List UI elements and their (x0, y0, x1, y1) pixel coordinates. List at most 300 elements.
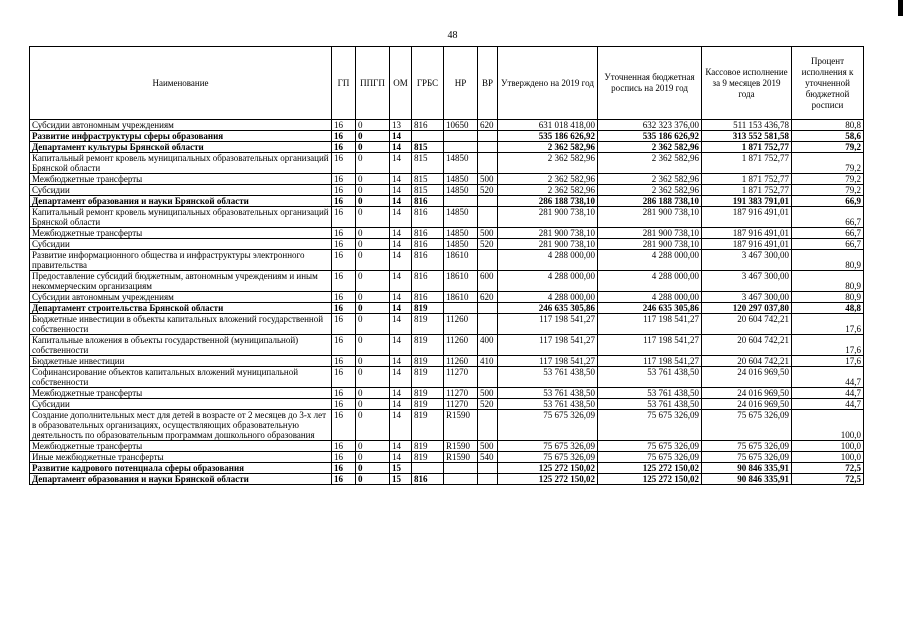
cell-cash: 3 467 300,00 (702, 271, 792, 292)
cell-om: 14 (390, 388, 412, 399)
cell-refined: 53 761 438,50 (598, 367, 702, 388)
cell-ppgp: 0 (356, 474, 390, 485)
cell-percent: 79,2 (792, 142, 864, 153)
cell-om: 15 (390, 463, 412, 474)
cell-gp: 16 (332, 463, 356, 474)
table-row (30, 463, 864, 474)
cell-om: 14 (390, 292, 412, 303)
cell-ppgp: 0 (356, 239, 390, 250)
cell-vr: 500 (478, 388, 498, 399)
cell-grbs: 816 (412, 250, 444, 271)
cell-np (444, 303, 478, 314)
cell-percent: 79,2 (792, 185, 864, 196)
cell-ppgp: 0 (356, 410, 390, 441)
cell-percent: 100,0 (792, 410, 864, 441)
cell-refined: 2 362 582,96 (598, 142, 702, 153)
cell-percent: 80,9 (792, 292, 864, 303)
cell-np: 11260 (444, 356, 478, 367)
cell-gp: 16 (332, 196, 356, 207)
cell-name: Межбюджетные трансферты (30, 228, 332, 239)
cell-np: R1590 (444, 452, 478, 463)
cell-vr: 500 (478, 174, 498, 185)
cell-np: 11260 (444, 335, 478, 356)
cell-cash: 1 871 752,77 (702, 142, 792, 153)
cell-gp: 16 (332, 250, 356, 271)
cell-percent: 17,6 (792, 356, 864, 367)
table-row (30, 131, 864, 142)
table-row (30, 474, 864, 485)
cell-np: 11260 (444, 314, 478, 335)
cell-np: 18610 (444, 271, 478, 292)
cell-percent: 44,7 (792, 399, 864, 410)
cell-percent: 79,2 (792, 174, 864, 185)
cell-np: 10650 (444, 120, 478, 131)
cell-cash: 90 846 335,91 (702, 463, 792, 474)
cell-grbs: 819 (412, 441, 444, 452)
cell-gp: 16 (332, 131, 356, 142)
cell-approved: 2 362 582,96 (498, 153, 598, 174)
header-cash: Кассовое исполнение за 9 месяцев 2019 года (702, 47, 792, 120)
table-row (30, 174, 864, 185)
cell-om: 14 (390, 185, 412, 196)
cell-name: Капитальный ремонт кровель муниципальных образовательных организаций Брянской области (30, 153, 332, 174)
cell-refined: 75 675 326,09 (598, 410, 702, 441)
cell-ppgp: 0 (356, 303, 390, 314)
cell-cash: 24 016 969,50 (702, 388, 792, 399)
cell-vr: 520 (478, 185, 498, 196)
table-row (30, 292, 864, 303)
cell-om: 14 (390, 303, 412, 314)
cell-name: Субсидии (30, 239, 332, 250)
cell-refined: 75 675 326,09 (598, 441, 702, 452)
cell-grbs: 815 (412, 174, 444, 185)
table-row (30, 399, 864, 410)
cell-grbs: 816 (412, 292, 444, 303)
cell-approved: 535 186 626,92 (498, 131, 598, 142)
cell-percent: 48,8 (792, 303, 864, 314)
cell-om: 14 (390, 174, 412, 185)
table-row (30, 410, 864, 441)
cell-name: Департамент культуры Брянской области (30, 142, 332, 153)
cell-om: 14 (390, 131, 412, 142)
cell-refined: 4 288 000,00 (598, 271, 702, 292)
table-row (30, 153, 864, 174)
cell-ppgp: 0 (356, 120, 390, 131)
cell-grbs: 819 (412, 303, 444, 314)
cell-np: 18610 (444, 292, 478, 303)
cell-refined: 281 900 738,10 (598, 207, 702, 228)
cell-name: Департамент образования и науки Брянской области (30, 196, 332, 207)
cell-vr (478, 131, 498, 142)
cell-np (444, 474, 478, 485)
cell-grbs: 819 (412, 452, 444, 463)
cell-name: Создание дополнительных мест для детей в возрасте от 2 месяцев до 3-х лет в образовательных организациях, осуществляющих образовательную деятельность по образовательным программам дошкольного образования (30, 410, 332, 441)
cell-name: Субсидии (30, 185, 332, 196)
cell-om: 14 (390, 250, 412, 271)
cell-grbs (412, 131, 444, 142)
header-np: НР (444, 47, 478, 120)
cell-approved: 53 761 438,50 (498, 399, 598, 410)
cell-refined: 2 362 582,96 (598, 185, 702, 196)
cell-name: Субсидии (30, 399, 332, 410)
cell-cash: 24 016 969,50 (702, 399, 792, 410)
cell-cash: 120 297 037,80 (702, 303, 792, 314)
cell-gp: 16 (332, 271, 356, 292)
cell-om: 14 (390, 153, 412, 174)
header-percent: Процент исполнения к уточненной бюджетной росписи (792, 47, 864, 120)
cell-approved: 4 288 000,00 (498, 250, 598, 271)
cell-gp: 16 (332, 410, 356, 441)
cell-grbs: 816 (412, 196, 444, 207)
cell-grbs: 815 (412, 142, 444, 153)
table-row (30, 239, 864, 250)
cell-approved: 281 900 738,10 (498, 239, 598, 250)
cell-refined: 281 900 738,10 (598, 228, 702, 239)
cell-gp: 16 (332, 174, 356, 185)
cell-ppgp: 0 (356, 185, 390, 196)
cell-approved: 2 362 582,96 (498, 174, 598, 185)
cell-percent: 17,6 (792, 314, 864, 335)
table-row (30, 250, 864, 271)
cell-om: 14 (390, 196, 412, 207)
cell-refined: 125 272 150,02 (598, 463, 702, 474)
cell-om: 15 (390, 474, 412, 485)
cell-approved: 125 272 150,02 (498, 474, 598, 485)
cell-refined: 117 198 541,27 (598, 314, 702, 335)
cell-cash: 75 675 326,09 (702, 441, 792, 452)
cell-cash: 3 467 300,00 (702, 250, 792, 271)
cell-ppgp: 0 (356, 228, 390, 239)
cell-om: 14 (390, 356, 412, 367)
cell-name: Развитие инфраструктуры сферы образования (30, 131, 332, 142)
cell-grbs: 816 (412, 120, 444, 131)
cell-ppgp: 0 (356, 314, 390, 335)
cell-percent: 79,2 (792, 153, 864, 174)
cell-om: 14 (390, 410, 412, 441)
cell-cash: 191 383 791,01 (702, 196, 792, 207)
cell-gp: 16 (332, 207, 356, 228)
cell-gp: 16 (332, 356, 356, 367)
cell-ppgp: 0 (356, 153, 390, 174)
cell-name: Бюджетные инвестиции в объекты капитальных вложений государственной собственности (30, 314, 332, 335)
cell-refined: 2 362 582,96 (598, 174, 702, 185)
cell-gp: 16 (332, 335, 356, 356)
cell-ppgp: 0 (356, 441, 390, 452)
cell-approved: 281 900 738,10 (498, 207, 598, 228)
cell-name: Субсидии автономным учреждениям (30, 120, 332, 131)
cell-grbs: 816 (412, 228, 444, 239)
cell-gp: 16 (332, 292, 356, 303)
cell-name: Капитальный ремонт кровель муниципальных образовательных организаций Брянской области (30, 207, 332, 228)
cell-ppgp: 0 (356, 399, 390, 410)
cell-percent: 80,8 (792, 120, 864, 131)
cell-cash: 1 871 752,77 (702, 185, 792, 196)
cell-name: Иные межбюджетные трансферты (30, 452, 332, 463)
cell-ppgp: 0 (356, 356, 390, 367)
cell-vr: 620 (478, 292, 498, 303)
scan-corner-mark (898, 0, 903, 16)
cell-grbs: 816 (412, 207, 444, 228)
cell-percent: 66,7 (792, 207, 864, 228)
cell-ppgp: 0 (356, 388, 390, 399)
cell-ppgp: 0 (356, 367, 390, 388)
cell-gp: 16 (332, 474, 356, 485)
cell-name: Развитие информационного общества и инфраструктуры электронного правительства (30, 250, 332, 271)
table-row (30, 120, 864, 131)
cell-om: 14 (390, 271, 412, 292)
table-row (30, 142, 864, 153)
cell-vr (478, 367, 498, 388)
cell-vr: 520 (478, 399, 498, 410)
cell-cash: 187 916 491,01 (702, 239, 792, 250)
cell-percent: 44,7 (792, 367, 864, 388)
cell-np: 14850 (444, 185, 478, 196)
cell-np: 18610 (444, 250, 478, 271)
table-row (30, 356, 864, 367)
cell-refined: 281 900 738,10 (598, 239, 702, 250)
cell-np (444, 463, 478, 474)
cell-om: 14 (390, 207, 412, 228)
cell-percent: 17,6 (792, 335, 864, 356)
cell-om: 14 (390, 399, 412, 410)
cell-vr: 620 (478, 120, 498, 131)
cell-gp: 16 (332, 142, 356, 153)
cell-refined: 4 288 000,00 (598, 250, 702, 271)
cell-vr: 540 (478, 452, 498, 463)
cell-approved: 631 018 418,00 (498, 120, 598, 131)
cell-np: 14850 (444, 153, 478, 174)
cell-approved: 246 635 305,86 (498, 303, 598, 314)
cell-refined: 246 635 305,86 (598, 303, 702, 314)
cell-ppgp: 0 (356, 271, 390, 292)
cell-name: Предоставление субсидий бюджетным, автономным учреждениям и иным некоммерческим организациям (30, 271, 332, 292)
header-grbs: ГРБС (412, 47, 444, 120)
cell-name: Департамент строительства Брянской области (30, 303, 332, 314)
cell-percent: 66,7 (792, 239, 864, 250)
cell-percent: 58,6 (792, 131, 864, 142)
cell-approved: 117 198 541,27 (498, 314, 598, 335)
table-row (30, 185, 864, 196)
cell-cash: 75 675 326,09 (702, 410, 792, 441)
cell-cash: 75 675 326,09 (702, 452, 792, 463)
cell-approved: 4 288 000,00 (498, 292, 598, 303)
cell-np: R1590 (444, 441, 478, 452)
cell-cash: 20 604 742,21 (702, 356, 792, 367)
cell-ppgp: 0 (356, 196, 390, 207)
cell-percent: 44,7 (792, 388, 864, 399)
cell-percent: 72,5 (792, 474, 864, 485)
cell-cash: 20 604 742,21 (702, 314, 792, 335)
table-row (30, 207, 864, 228)
table-row (30, 228, 864, 239)
cell-gp: 16 (332, 185, 356, 196)
cell-ppgp: 0 (356, 292, 390, 303)
cell-ppgp: 0 (356, 452, 390, 463)
header-name: Наименование (30, 47, 332, 120)
cell-grbs: 815 (412, 185, 444, 196)
table-row (30, 196, 864, 207)
cell-refined: 117 198 541,27 (598, 335, 702, 356)
cell-approved: 53 761 438,50 (498, 367, 598, 388)
cell-vr (478, 314, 498, 335)
cell-approved: 125 272 150,02 (498, 463, 598, 474)
cell-gp: 16 (332, 399, 356, 410)
cell-refined: 53 761 438,50 (598, 388, 702, 399)
cell-vr: 520 (478, 239, 498, 250)
cell-cash: 3 467 300,00 (702, 292, 792, 303)
cell-om: 13 (390, 120, 412, 131)
cell-vr (478, 303, 498, 314)
cell-refined: 53 761 438,50 (598, 399, 702, 410)
table-row (30, 452, 864, 463)
cell-gp: 16 (332, 228, 356, 239)
cell-refined: 117 198 541,27 (598, 356, 702, 367)
cell-grbs: 819 (412, 399, 444, 410)
cell-vr (478, 250, 498, 271)
cell-gp: 16 (332, 367, 356, 388)
cell-name: Межбюджетные трансферты (30, 388, 332, 399)
cell-cash: 20 604 742,21 (702, 335, 792, 356)
cell-percent: 66,9 (792, 196, 864, 207)
header-refined: Уточненная бюджетная роспись на 2019 год (598, 47, 702, 120)
cell-approved: 75 675 326,09 (498, 441, 598, 452)
page-number: 48 (447, 30, 458, 41)
table-row (30, 367, 864, 388)
cell-cash: 187 916 491,01 (702, 228, 792, 239)
cell-vr: 400 (478, 335, 498, 356)
cell-approved: 281 900 738,10 (498, 228, 598, 239)
cell-ppgp: 0 (356, 174, 390, 185)
cell-ppgp: 0 (356, 335, 390, 356)
cell-gp: 16 (332, 303, 356, 314)
cell-vr (478, 474, 498, 485)
cell-vr (478, 207, 498, 228)
cell-name: Бюджетные инвестиции (30, 356, 332, 367)
cell-vr (478, 153, 498, 174)
cell-np (444, 131, 478, 142)
cell-grbs: 816 (412, 474, 444, 485)
cell-approved: 117 198 541,27 (498, 335, 598, 356)
cell-om: 14 (390, 142, 412, 153)
cell-np (444, 196, 478, 207)
cell-cash: 187 916 491,01 (702, 207, 792, 228)
cell-ppgp: 0 (356, 207, 390, 228)
cell-vr: 600 (478, 271, 498, 292)
table-row (30, 314, 864, 335)
cell-cash: 313 552 581,58 (702, 131, 792, 142)
cell-grbs: 819 (412, 388, 444, 399)
header-approved: Утверждено на 2019 год (498, 47, 598, 120)
cell-percent: 80,9 (792, 271, 864, 292)
cell-om: 14 (390, 228, 412, 239)
cell-cash: 24 016 969,50 (702, 367, 792, 388)
cell-om: 14 (390, 441, 412, 452)
header-vr: ВР (478, 47, 498, 120)
cell-vr: 410 (478, 356, 498, 367)
cell-om: 14 (390, 452, 412, 463)
cell-name: Софинансирование объектов капитальных вложений муниципальной собственности (30, 367, 332, 388)
cell-np: 11270 (444, 388, 478, 399)
cell-gp: 16 (332, 153, 356, 174)
cell-name: Межбюджетные трансферты (30, 174, 332, 185)
cell-om: 14 (390, 367, 412, 388)
cell-gp: 16 (332, 120, 356, 131)
cell-vr (478, 463, 498, 474)
cell-cash: 1 871 752,77 (702, 153, 792, 174)
cell-name: Департамент образования и науки Брянской области (30, 474, 332, 485)
cell-approved: 117 198 541,27 (498, 356, 598, 367)
cell-gp: 16 (332, 441, 356, 452)
cell-refined: 632 323 376,00 (598, 120, 702, 131)
budget-execution-table (29, 46, 864, 485)
cell-percent: 100,0 (792, 441, 864, 452)
cell-cash: 511 153 436,78 (702, 120, 792, 131)
cell-percent: 66,7 (792, 228, 864, 239)
cell-approved: 4 288 000,00 (498, 271, 598, 292)
cell-gp: 16 (332, 388, 356, 399)
cell-np: 14850 (444, 174, 478, 185)
cell-om: 14 (390, 314, 412, 335)
cell-gp: 16 (332, 239, 356, 250)
cell-refined: 125 272 150,02 (598, 474, 702, 485)
table-row (30, 335, 864, 356)
cell-name: Развитие кадрового потенциала сферы образования (30, 463, 332, 474)
cell-approved: 75 675 326,09 (498, 410, 598, 441)
cell-ppgp: 0 (356, 463, 390, 474)
cell-vr (478, 410, 498, 441)
table-body (30, 120, 864, 485)
cell-approved: 2 362 582,96 (498, 185, 598, 196)
cell-np: 14850 (444, 207, 478, 228)
cell-grbs: 816 (412, 271, 444, 292)
cell-np: 14850 (444, 228, 478, 239)
cell-grbs (412, 463, 444, 474)
cell-vr: 500 (478, 441, 498, 452)
cell-percent: 72,5 (792, 463, 864, 474)
cell-refined: 286 188 738,10 (598, 196, 702, 207)
cell-approved: 75 675 326,09 (498, 452, 598, 463)
table-row (30, 388, 864, 399)
cell-percent: 100,0 (792, 452, 864, 463)
cell-cash: 1 871 752,77 (702, 174, 792, 185)
cell-om: 14 (390, 335, 412, 356)
cell-name: Капитальные вложения в объекты государственной (муниципальной) собственности (30, 335, 332, 356)
cell-vr: 500 (478, 228, 498, 239)
header-om: ОМ (390, 47, 412, 120)
cell-approved: 286 188 738,10 (498, 196, 598, 207)
cell-om: 14 (390, 239, 412, 250)
cell-np: R1590 (444, 410, 478, 441)
cell-name: Межбюджетные трансферты (30, 441, 332, 452)
cell-np: 11270 (444, 399, 478, 410)
cell-ppgp: 0 (356, 131, 390, 142)
cell-gp: 16 (332, 314, 356, 335)
cell-grbs: 819 (412, 314, 444, 335)
cell-refined: 2 362 582,96 (598, 153, 702, 174)
cell-name: Субсидии автономным учреждениям (30, 292, 332, 303)
cell-grbs: 819 (412, 335, 444, 356)
cell-np: 11270 (444, 367, 478, 388)
table-row (30, 271, 864, 292)
cell-grbs: 816 (412, 239, 444, 250)
table-header-row (30, 47, 864, 120)
cell-ppgp: 0 (356, 250, 390, 271)
cell-cash: 90 846 335,91 (702, 474, 792, 485)
cell-gp: 16 (332, 452, 356, 463)
cell-grbs: 819 (412, 367, 444, 388)
cell-refined: 75 675 326,09 (598, 452, 702, 463)
cell-vr (478, 196, 498, 207)
